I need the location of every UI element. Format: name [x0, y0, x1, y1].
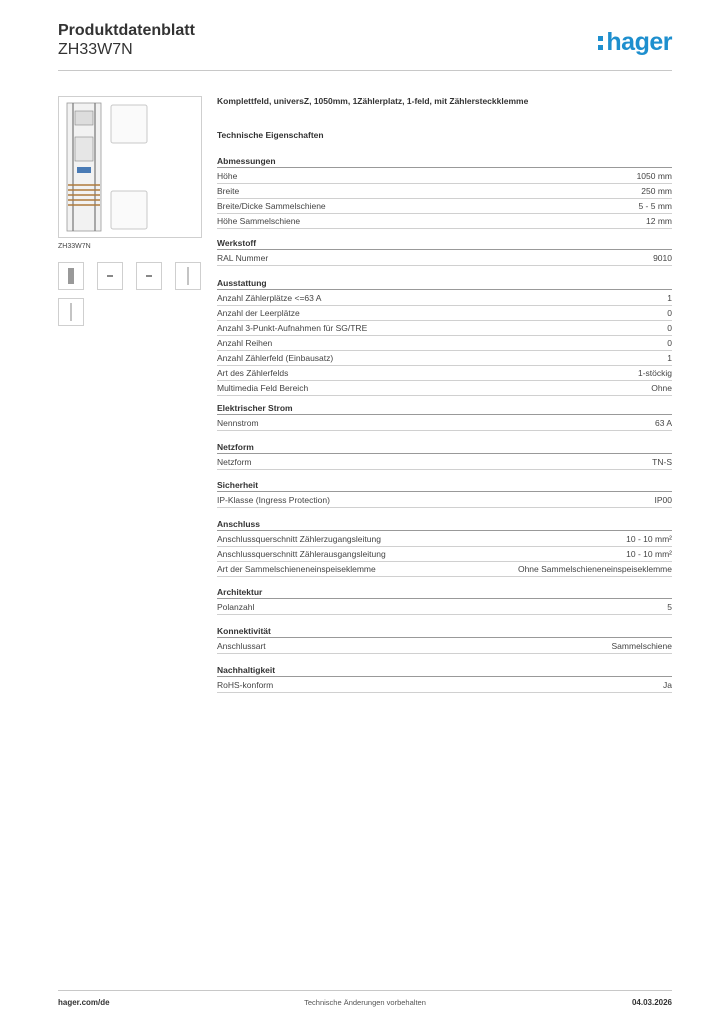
table-row — [217, 251, 672, 266]
table-row — [217, 366, 672, 381]
section-title: Abmessungen — [217, 155, 672, 168]
section-sicherheit — [217, 479, 672, 508]
section-elektrischer-strom — [217, 402, 672, 431]
footer-disclaimer: Technische Änderungen vorbehalten — [304, 998, 426, 1007]
thumbnail-1[interactable] — [58, 262, 84, 290]
enclosure-illustration-icon — [59, 97, 201, 237]
row-label: Breite — [217, 186, 240, 196]
section-anschluss — [217, 518, 672, 577]
table-row — [217, 199, 672, 214]
table-row — [217, 455, 672, 470]
thumbnail-icon — [68, 268, 74, 284]
row-label: IP-Klasse (Ingress Protection) — [217, 495, 330, 505]
tech-heading: Technische Eigenschaften — [217, 130, 324, 140]
section-title: Sicherheit — [217, 479, 672, 492]
thumbnail-2[interactable] — [97, 262, 123, 290]
row-value: 0 — [667, 308, 672, 318]
logo-dots-icon — [598, 32, 604, 50]
row-value: Sammelschiene — [611, 641, 672, 651]
row-label: Anschlussart — [217, 641, 266, 651]
row-value: Ja — [663, 680, 672, 690]
row-label: Breite/Dicke Sammelschiene — [217, 201, 326, 211]
row-label: Anzahl 3-Punkt-Aufnahmen für SG/TRE — [217, 323, 368, 333]
row-label: Anzahl Zählerfeld (Einbausatz) — [217, 353, 334, 363]
section-netzform — [217, 441, 672, 470]
row-label: Anzahl Reihen — [217, 338, 273, 348]
document-title: Produktdatenblatt — [58, 22, 195, 39]
section-title: Ausstattung — [217, 277, 672, 290]
row-value: 10 - 10 mm² — [626, 534, 672, 544]
row-value: 1-stöckig — [637, 368, 672, 378]
section-abmessungen — [217, 155, 672, 229]
row-value: Ohne — [651, 383, 672, 393]
product-description: Komplettfeld, universZ, 1050mm, 1Zählerplatz, 1-feld, mit Zählersteckklemme — [217, 96, 529, 106]
thumbnail-3[interactable] — [136, 262, 162, 290]
thumbnail-icon — [188, 267, 189, 285]
row-label: RoHS-konform — [217, 680, 274, 690]
row-value: TN-S — [652, 457, 672, 467]
logo-text: hager — [606, 28, 672, 56]
row-value: IP00 — [654, 495, 672, 505]
table-row — [217, 214, 672, 229]
table-row — [217, 562, 672, 577]
row-label: Anzahl Zählerplätze <=63 A — [217, 293, 322, 303]
row-value: 250 mm — [641, 186, 672, 196]
row-value: 0 — [667, 323, 672, 333]
section-konnektivitaet — [217, 625, 672, 654]
thumbnail-icon — [107, 275, 113, 277]
section-title: Nachhaltigkeit — [217, 664, 672, 677]
table-row — [217, 532, 672, 547]
section-ausstattung — [217, 277, 672, 396]
table-row — [217, 321, 672, 336]
table-row — [217, 493, 672, 508]
table-row — [217, 678, 672, 693]
row-label: Netzform — [217, 457, 252, 467]
thumbnail-icon — [146, 275, 152, 277]
page-footer — [58, 990, 672, 1011]
row-label: Höhe Sammelschiene — [217, 216, 301, 226]
row-value: 1 — [667, 293, 672, 303]
section-werkstoff — [217, 237, 672, 266]
table-row — [217, 639, 672, 654]
row-value: 0 — [667, 338, 672, 348]
row-label: Höhe — [217, 171, 238, 181]
product-image — [58, 96, 202, 238]
page-header — [58, 20, 672, 71]
section-title: Elektrischer Strom — [217, 402, 672, 415]
section-architektur — [217, 586, 672, 615]
table-row — [217, 291, 672, 306]
row-value: 1 — [667, 353, 672, 363]
table-row — [217, 169, 672, 184]
section-nachhaltigkeit — [217, 664, 672, 693]
thumbnail-5[interactable] — [58, 298, 84, 326]
row-label: Art des Zählerfelds — [217, 368, 289, 378]
table-row — [217, 306, 672, 321]
section-title: Anschluss — [217, 518, 672, 531]
table-row — [217, 184, 672, 199]
section-title: Architektur — [217, 586, 672, 599]
table-row — [217, 416, 672, 431]
footer-website-link[interactable]: hager.com/de — [58, 998, 110, 1007]
row-label: Anschlussquerschnitt Zählerzugangsleitung — [217, 534, 381, 544]
section-title: Netzform — [217, 441, 672, 454]
row-value: 5 — [667, 602, 672, 612]
section-title: Konnektivität — [217, 625, 672, 638]
image-caption: ZH33W7N — [58, 243, 91, 250]
row-value: 63 A — [654, 418, 672, 428]
table-row — [217, 381, 672, 396]
thumbnail-icon — [71, 303, 72, 321]
table-row — [217, 351, 672, 366]
row-label: Anschlussquerschnitt Zählerausgangsleitung — [217, 549, 386, 559]
row-label: Nennstrom — [217, 418, 259, 428]
row-value: 10 - 10 mm² — [626, 549, 672, 559]
row-value: 9010 — [653, 253, 672, 263]
row-value: Ohne Sammelschieneneinspeiseklemme — [517, 564, 672, 574]
row-label: Polanzahl — [217, 602, 255, 612]
table-row — [217, 547, 672, 562]
table-row — [217, 600, 672, 615]
row-value: 5 - 5 mm — [638, 201, 672, 211]
row-label: Multimedia Feld Bereich — [217, 383, 309, 393]
row-label: Anzahl der Leerplätze — [217, 308, 300, 318]
section-title: Werkstoff — [217, 237, 672, 250]
product-code: ZH33W7N — [58, 41, 133, 58]
row-value: 1050 mm — [636, 171, 672, 181]
row-value: 12 mm — [646, 216, 672, 226]
row-label: RAL Nummer — [217, 253, 269, 263]
row-label: Art der Sammelschieneneinspeiseklemme — [217, 564, 376, 574]
table-row — [217, 336, 672, 351]
hager-logo — [598, 28, 672, 57]
footer-date: 04.03.2026 — [631, 998, 672, 1007]
thumbnail-4[interactable] — [175, 262, 201, 290]
